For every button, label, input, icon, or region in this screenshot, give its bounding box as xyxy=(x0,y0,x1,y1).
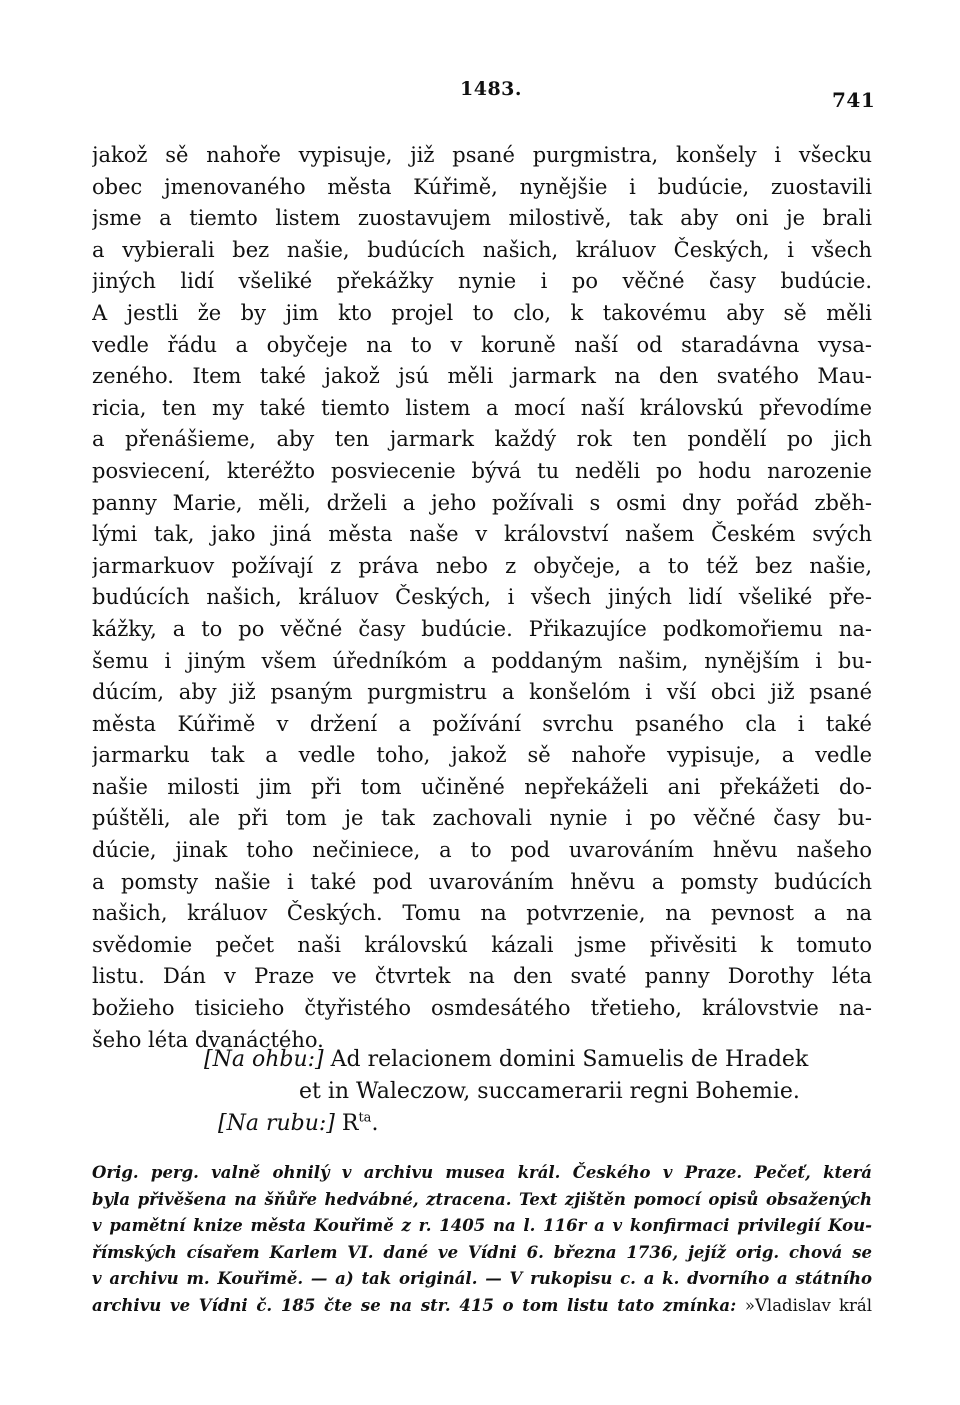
back-label: [Na rubu:] xyxy=(218,1111,335,1136)
text-line: obec jmenovaného města Kúřimě, nynějšie i budúcie, zuostavili xyxy=(92,174,872,199)
page-number: 741 xyxy=(832,88,876,112)
note-line: byla přivěšena na šňůře hedvábné, ztracena. Text zjištěn pomocí opisů obsažených xyxy=(92,1189,872,1209)
attestation-block xyxy=(92,1044,882,1140)
fold-text: Ad relacionem domini Samuelis de Hradek xyxy=(330,1047,809,1072)
text-line: jarmarkuov požívají z práva nebo z obyčeje, a to též bez našie, xyxy=(92,553,872,578)
text-line: našich, králuov Českých. Tomu na potvrzenie, na pevnost a na xyxy=(92,901,872,926)
back-superscript: ta xyxy=(358,1110,372,1126)
text-line: a přenášieme, aby ten jarmark každý rok ten pondělí po jich xyxy=(92,427,872,452)
text-line: jarmarku tak a vedle toho, jakož sě nahoře vypisuje, a vedle xyxy=(92,743,872,768)
text-line: zeného. Item také jakož jsú měli jarmark na den svatého Mau- xyxy=(92,364,872,389)
text-line: lými tak, jako jiná města naše v království našem Českém svých xyxy=(92,522,872,547)
text-line: listu. Dán v Praze ve čtvrtek na den svaté panny Dorothy léta xyxy=(92,964,872,989)
text-line: dúcím, aby již psaným purgmistru a konšelóm i vší obci již psané xyxy=(92,680,872,705)
text-line: jiných lidí všeliké překážky nynie i po věčné časy budúcie. xyxy=(92,269,872,294)
text-line: města Kúřimě v držení a požívání svrchu psaného cla i také xyxy=(92,711,872,736)
note-line: v pamětní knize města Kouřimě z r. 1405 na l. 116r a v konfirmaci privilegií Kou- xyxy=(92,1216,872,1236)
note-quote: »Vladislav král xyxy=(744,1295,872,1315)
text-line: dúcie, jinak toho nečiniece, a to pod uvarováním hněvu našeho xyxy=(92,838,872,863)
back-text-end: . xyxy=(371,1111,379,1136)
note-line xyxy=(92,1293,872,1320)
text-line: jakož sě nahoře vypisuje, již psané purgmistra, konšely i všecku xyxy=(92,143,872,167)
text-line: panny Marie, měli, drželi a jeho požívali s osmi dny pořád zběh- xyxy=(92,490,872,515)
text-line: božieho tisicieho čtyřistého osmdesátého třetieho, královstvie na- xyxy=(92,996,872,1021)
text-line: našie milosti jim při tom učiněné nepřekáželi ani překážeti do- xyxy=(92,774,872,799)
note-text: archivu ve Vídni č. 185 čte se na str. 415 o tom listu tato zmínka: xyxy=(92,1295,737,1315)
text-line: a pomsty našie i také pod uvarováním hněvu a pomsty budúcích xyxy=(92,869,872,894)
text-line: a vybierali bez našie, budúcích našich, králuov Českých, i všech xyxy=(92,237,872,262)
text-line: ricia, ten my také tiemto listem a mocí naší královskú převodíme xyxy=(92,395,872,420)
fold-label: [Na ohbu:] xyxy=(204,1047,324,1072)
text-line: šemu i jiným všem úředníkóm a poddaným našim, nynějším i bu- xyxy=(92,648,872,673)
fold-text: et in Waleczow, succamerarii regni Bohemie. xyxy=(299,1079,800,1104)
text-line: šeho léta dvanáctého. xyxy=(92,1027,324,1052)
text-line: posviecení, kteréžto posviecenie bývá tu neděli po hodu narozenie xyxy=(92,458,872,483)
editorial-notes xyxy=(92,1160,872,1320)
text-line: A jestli že by jim kto projel to clo, k takovému aby sě měli xyxy=(92,300,872,325)
text-line: púštěli, ale při tom je tak zachovali nynie i po věčné časy bu- xyxy=(92,806,872,831)
text-line: budúcích našich, králuov Českých, i všech jiných lidí všeliké pře- xyxy=(92,585,872,610)
text-line: kážky, a to po věčné časy budúcie. Přikazujíce podkomořiemu na- xyxy=(92,616,872,641)
fold-note-line xyxy=(92,1044,882,1076)
fold-note-line xyxy=(92,1076,882,1108)
text-line: jsme a tiemto listem zuostavujem milostivě, tak aby oni je brali xyxy=(92,206,872,231)
charter-text xyxy=(92,140,872,1056)
note-line: v archivu m. Kouřimě. — a) tak originál. — V rukopisu c. a k. dvorního a státního xyxy=(92,1269,872,1289)
back-text: R xyxy=(341,1111,359,1136)
page-header-year: 1483. xyxy=(460,78,522,100)
back-note-line xyxy=(92,1108,882,1140)
note-line: Orig. perg. valně ohnilý v archivu musea král. Českého v Praze. Pečeť, která xyxy=(92,1163,872,1182)
text-line: svědomie pečet naši královskú kázali jsme přivěsiti k tomuto xyxy=(92,932,872,957)
text-line: vedle řádu a obyčeje na to v koruně naší od staradávna vysa- xyxy=(92,332,872,357)
note-line: římských císařem Karlem VI. dané ve Vídni 6. března 1736, jejíž orig. chová se xyxy=(92,1242,872,1262)
